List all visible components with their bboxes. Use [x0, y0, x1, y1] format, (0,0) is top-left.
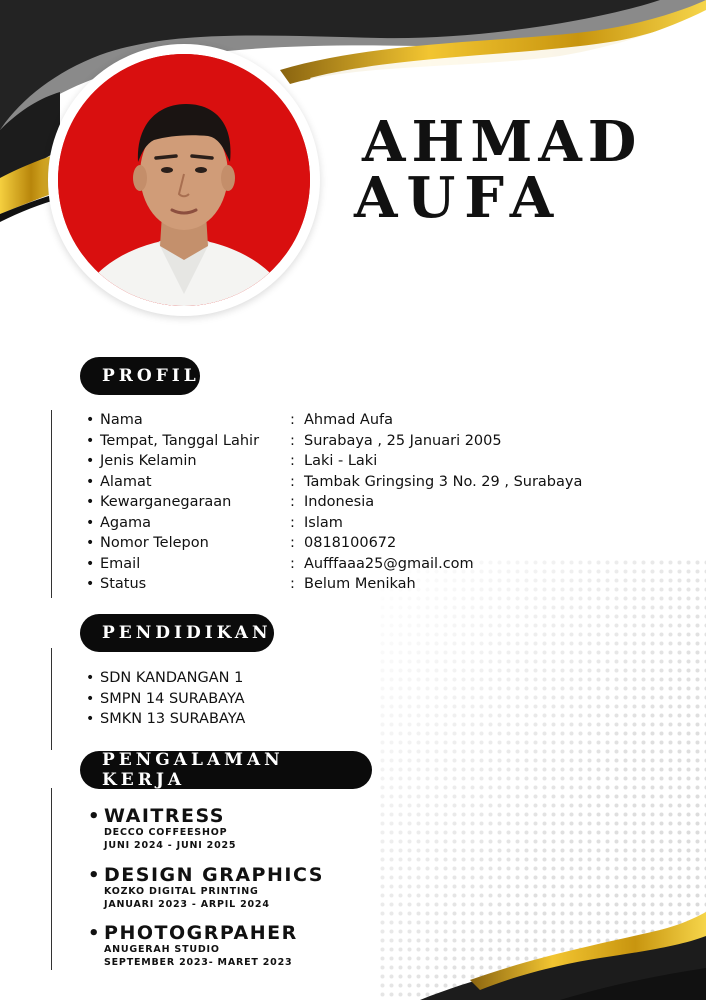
job-company: ANUGERAH STUDIO	[104, 944, 220, 955]
job-title: DESIGN GRAPHICS	[104, 864, 324, 886]
job-company: DECCO COFFEESHOP	[104, 827, 228, 838]
profile-label: Nomor Telepon	[100, 535, 209, 552]
profile-row	[86, 451, 582, 472]
profile-label: Jenis Kelamin	[100, 453, 197, 470]
education-item	[86, 709, 245, 730]
profile-label: Nama	[100, 412, 143, 429]
bullet-icon: •	[88, 805, 102, 827]
profile-label: Agama	[100, 514, 152, 531]
last-name-heading: AUFA	[354, 165, 563, 231]
experience-item	[88, 864, 324, 911]
bullet-icon: •	[86, 412, 95, 429]
profile-row	[86, 533, 582, 554]
bullet-icon: •	[86, 555, 95, 572]
profile-label: Alamat	[100, 473, 152, 490]
bullet-icon: •	[86, 453, 95, 470]
profile-colon: :	[290, 412, 295, 429]
profile-colon: :	[290, 535, 295, 552]
profile-row	[86, 574, 582, 595]
bullet-icon: •	[86, 432, 95, 449]
job-period: SEPTEMBER 2023- MARET 2023	[104, 956, 293, 968]
profile-value: Indonesia	[304, 494, 375, 511]
bullet-icon: •	[86, 670, 95, 687]
profile-value: 0818100672	[304, 535, 397, 552]
profile-value: Belum Menikah	[304, 576, 416, 593]
bullet-icon: •	[86, 690, 95, 707]
bullet-icon: •	[88, 864, 102, 886]
experience-item	[88, 805, 236, 852]
experience-item	[88, 922, 298, 969]
profile-photo	[58, 54, 310, 306]
job-company: KOZKO DIGITAL PRINTING	[104, 886, 259, 897]
job-period: JANUARI 2023 - ARPIL 2024	[104, 898, 270, 910]
profile-colon: :	[290, 514, 295, 531]
profile-colon: :	[290, 473, 295, 490]
bullet-icon: •	[86, 576, 95, 593]
profile-colon: :	[290, 453, 295, 470]
profile-colon: :	[290, 555, 295, 572]
profile-label: Email	[100, 555, 141, 572]
bullet-icon: •	[86, 473, 95, 490]
bullet-icon: •	[88, 922, 102, 944]
education-school: SDN KANDANGAN 1	[100, 670, 244, 687]
job-title: PHOTOGRPAHER	[104, 922, 298, 944]
profile-row	[86, 554, 582, 575]
profile-row	[86, 492, 582, 513]
section-divider-line	[51, 788, 52, 970]
education-school: SMPN 14 SURABAYA	[100, 690, 245, 707]
bullet-icon: •	[86, 711, 95, 728]
section-title-pengalaman-kerja: PENGALAMAN KERJA	[80, 751, 372, 789]
bullet-icon: •	[86, 494, 95, 511]
section-title-profil: PROFIL	[80, 357, 200, 395]
profile-value: Aufffaaa25@gmail.com	[304, 555, 474, 572]
section-divider-line	[51, 410, 52, 598]
profile-row	[86, 431, 582, 452]
section-title-pendidikan: PENDIDIKAN	[80, 614, 274, 652]
education-item	[86, 689, 245, 710]
profile-colon: :	[290, 576, 295, 593]
profile-value: Islam	[304, 514, 343, 531]
education-school: SMKN 13 SURABAYA	[100, 711, 246, 728]
profile-value: Surabaya , 25 Januari 2005	[304, 432, 502, 449]
first-name-heading: AHMAD	[362, 109, 643, 175]
profile-label: Tempat, Tanggal Lahir	[100, 432, 260, 449]
bullet-icon: •	[86, 514, 95, 531]
profile-value: Ahmad Aufa	[304, 412, 394, 429]
section-divider-line	[51, 648, 52, 750]
profile-colon: :	[290, 494, 295, 511]
profile-row	[86, 410, 582, 431]
job-title: WAITRESS	[104, 805, 225, 827]
profile-colon: :	[290, 432, 295, 449]
profile-value: Tambak Gringsing 3 No. 29 , Surabaya	[304, 473, 583, 490]
job-period: JUNI 2024 - JUNI 2025	[104, 839, 237, 851]
education-item	[86, 668, 245, 689]
bullet-icon: •	[86, 535, 95, 552]
profile-row	[86, 513, 582, 534]
profile-value: Laki - Laki	[304, 453, 378, 470]
profile-label: Status	[100, 576, 147, 593]
education-list	[86, 668, 245, 730]
profile-label: Kewarganegaraan	[100, 494, 232, 511]
profile-row	[86, 472, 582, 493]
profile-list	[86, 410, 582, 595]
